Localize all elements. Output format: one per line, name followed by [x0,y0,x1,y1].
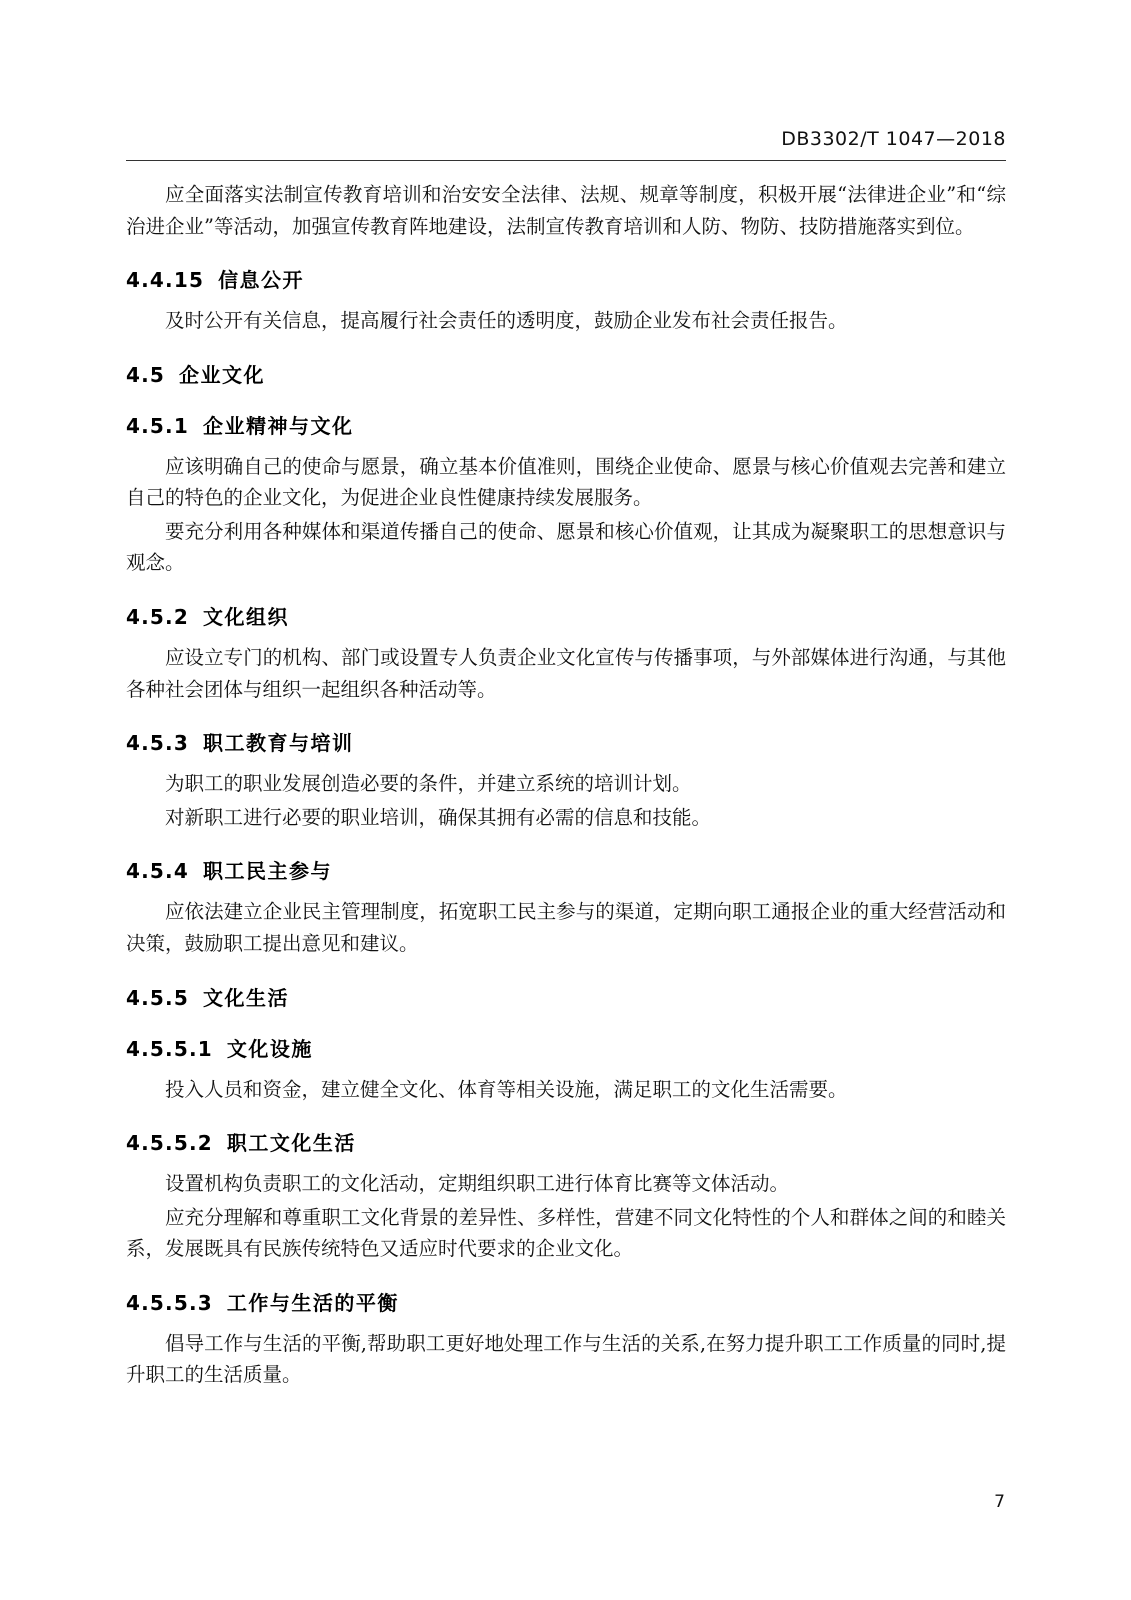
body-paragraph: 设置机构负责职工的文化活动，定期组织职工进行体育比赛等文体活动。 [165,1172,790,1196]
section-number: 4.5.1 [126,413,189,438]
section-title: 职工文化生活 [226,1131,356,1156]
section-heading [126,1287,1006,1316]
section-heading [126,410,1006,439]
body-paragraph: 要充分利用各种媒体和渠道传播自己的使命、愿景和核心价值观，让其成为凝聚职工的思想意识与观念。 [126,519,1006,575]
page-header [126,0,1006,161]
section-number: 4.5.5 [126,985,189,1010]
body-paragraph: 对新职工进行必要的职业培训，确保其拥有必需的信息和技能。 [165,805,712,829]
section-heading [126,1127,1006,1156]
body-paragraph: 应全面落实法制宣传教育培训和治安安全法律、法规、规章等制度，积极开展“法律进企业”和“综治进企业”等活动，加强宣传教育阵地建设，法制宣传教育培训和人防、物防、技防措施落实到位。 [126,183,1006,238]
body-paragraph: 应充分理解和尊重职工文化背景的差异性、多样性，营建不同文化特性的个人和群体之间的和睦关系，发展既具有民族传统特色又适应时代要求的企业文化。 [126,1205,1006,1261]
section-heading [126,982,1006,1011]
section-number: 4.5.5.2 [126,1131,213,1156]
section-title: 工作与生活的平衡 [226,1290,399,1315]
body-paragraph: 应设立专门的机构、部门或设置专人负责企业文化宣传与传播事项，与外部媒体进行沟通，与其他各种社会团体与组织一起组织各种活动等。 [126,646,1006,701]
section-number: 4.5 [126,362,166,387]
section-heading [126,264,1006,293]
document-body [126,179,1006,1391]
section-title: 职工民主参与 [202,859,332,884]
section-heading [126,1033,1006,1062]
section-heading [126,727,1006,756]
section-title: 企业精神与文化 [202,413,354,438]
body-paragraph: 倡导工作与生活的平衡,帮助职工更好地处理工作与生活的关系,在努力提升职工工作质量的同时,提升职工的生活质量。 [126,1331,1006,1387]
section-title: 文化生活 [202,985,289,1010]
standard-code: DB3302/T 1047—2018 [781,128,1006,150]
section-number: 4.5.4 [126,859,189,884]
section-number: 4.5.5.1 [126,1036,213,1061]
section-title: 企业文化 [179,362,266,387]
section-number: 4.5.5.3 [126,1290,213,1315]
body-paragraph: 及时公开有关信息，提高履行社会责任的透明度，鼓励企业发布社会责任报告。 [165,309,848,333]
section-number: 4.5.2 [126,605,189,630]
section-number: 4.5.3 [126,731,189,756]
page-content [126,0,1006,1391]
body-paragraph: 应该明确自己的使命与愿景，确立基本价值准则，围绕企业使命、愿景与核心价值观去完善和建立自己的特色的企业文化，为促进企业良性健康持续发展服务。 [126,454,1006,510]
section-title: 信息公开 [218,268,305,293]
section-title: 文化设施 [226,1036,313,1061]
section-heading [126,601,1006,630]
body-paragraph: 为职工的职业发展创造必要的条件，并建立系统的培训计划。 [165,772,692,796]
body-paragraph: 应依法建立企业民主管理制度，拓宽职工民主参与的渠道，定期向职工通报企业的重大经营活动和决策，鼓励职工提出意见和建议。 [126,900,1006,955]
section-heading [126,855,1006,884]
section-title: 职工教育与培训 [202,731,354,756]
header-divider [126,160,1006,161]
section-title: 文化组织 [202,605,289,630]
section-heading [126,359,1006,388]
section-number: 4.4.15 [126,268,205,293]
page-number: 7 [994,1492,1005,1512]
body-paragraph: 投入人员和资金，建立健全文化、体育等相关设施，满足职工的文化生活需要。 [165,1077,848,1101]
